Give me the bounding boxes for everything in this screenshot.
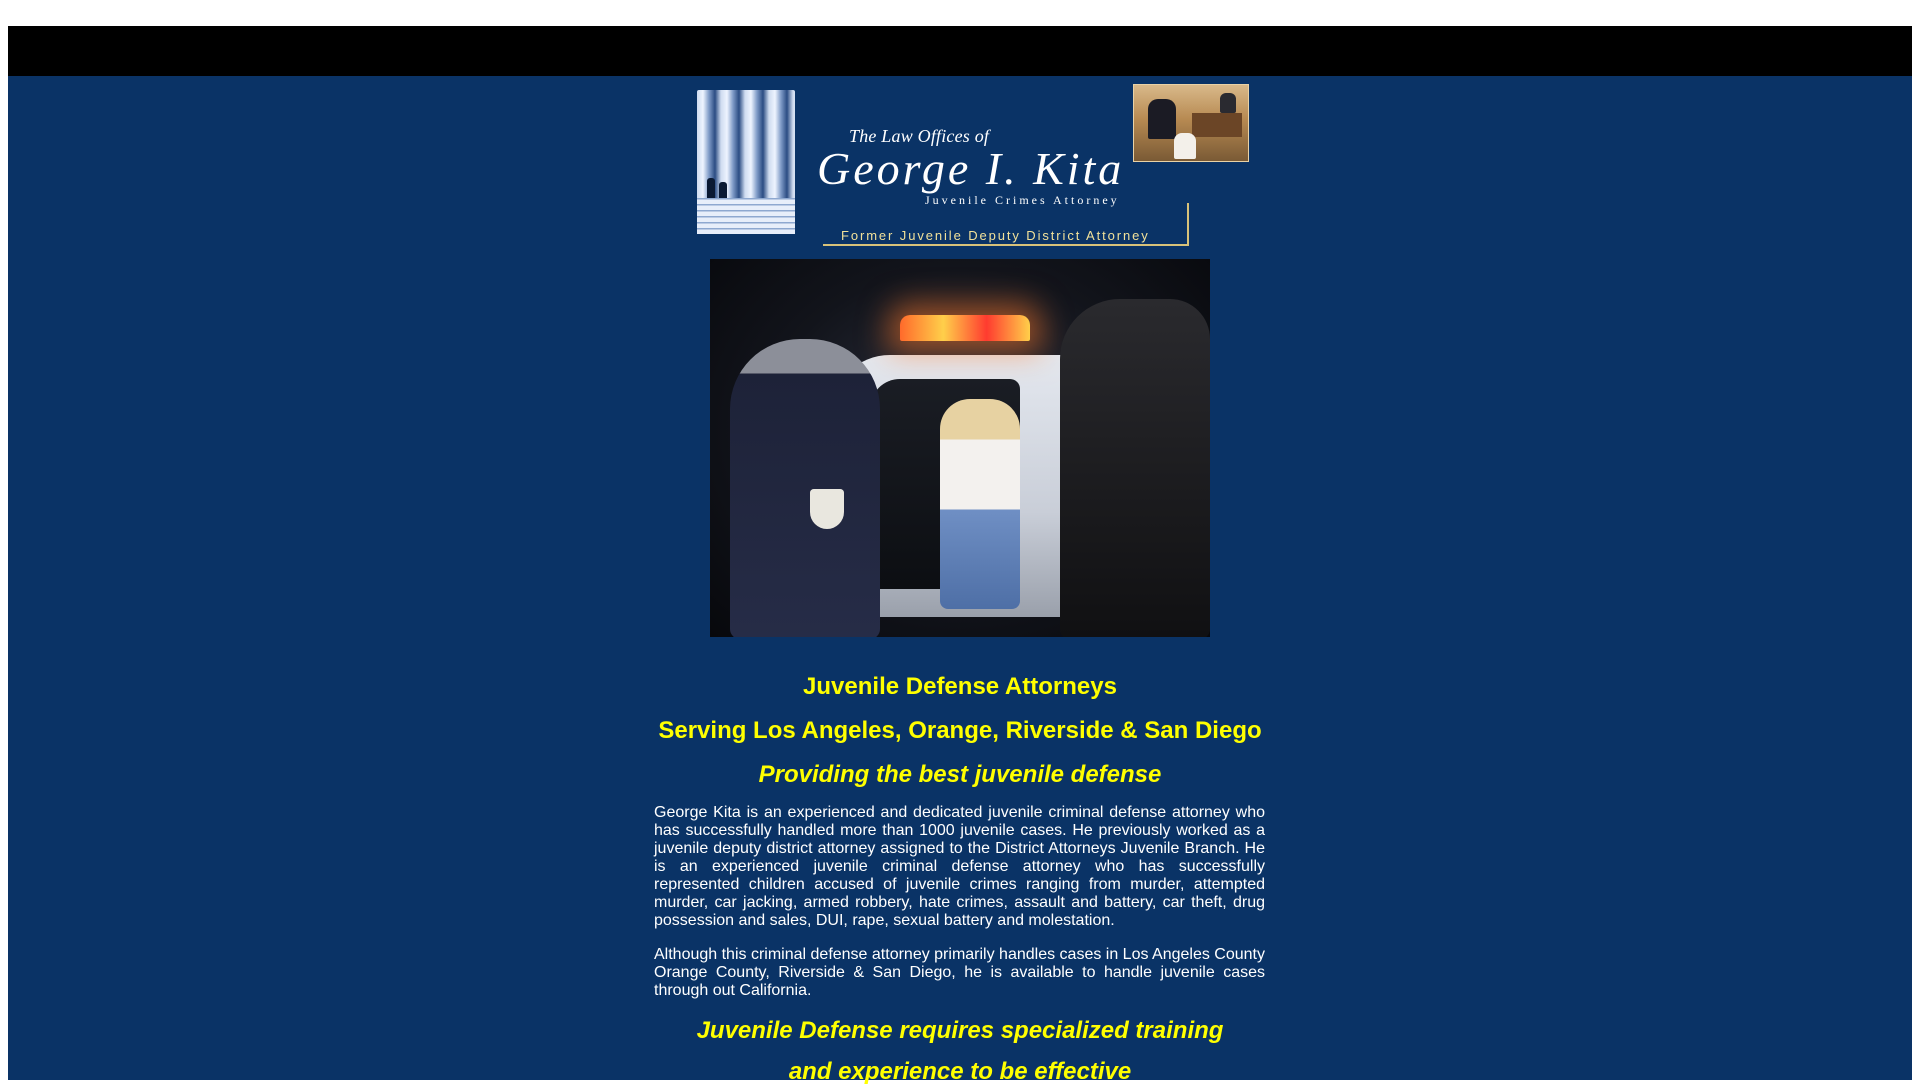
courthouse-steps bbox=[697, 198, 795, 234]
police-lights bbox=[900, 315, 1030, 341]
banner-pre-title: The Law Offices of bbox=[849, 126, 990, 146]
heading-experience: and experience to be effective bbox=[788, 1058, 1132, 1085]
officer-figure-right bbox=[1060, 299, 1210, 637]
shoulder-badge-icon bbox=[810, 489, 844, 529]
courtroom-attorney-figure bbox=[1148, 99, 1176, 139]
banner-tagline: Former Juvenile Deputy District Attorney bbox=[841, 228, 1150, 243]
banner-attorney-name: George I. Kita bbox=[817, 143, 1125, 194]
header-banner[interactable] bbox=[689, 84, 1251, 243]
courtroom-image bbox=[1133, 84, 1249, 162]
banner-subtitle: Juvenile Crimes Attorney bbox=[925, 193, 1120, 207]
officer-figure-left bbox=[730, 339, 880, 637]
heading-juvenile-defense-attorneys: Juvenile Defense Attorneys bbox=[803, 673, 1117, 700]
heading-specialized-training: Juvenile Defense requires specialized training bbox=[696, 1017, 1224, 1044]
courtroom-desk bbox=[1192, 113, 1242, 137]
hero-arrest-photo bbox=[710, 259, 1210, 637]
juvenile-figure bbox=[940, 399, 1020, 609]
heading-service-areas: Serving Los Angeles, Orange, Riverside & San Diego bbox=[658, 717, 1262, 744]
heading-best-defense: Providing the best juvenile defense bbox=[758, 761, 1162, 788]
courtroom-client-figure bbox=[1174, 133, 1196, 159]
silhouette-figure bbox=[707, 178, 715, 200]
coverage-paragraph: Although this criminal defense attorney primarily handles cases in Los Angeles County Orange County, Riverside & San Diego, he is available to handle juvenile cases through out California. bbox=[654, 946, 1265, 999]
courtroom-judge-figure bbox=[1220, 93, 1236, 113]
top-bar bbox=[8, 26, 1912, 76]
courthouse-columns-image bbox=[697, 90, 795, 234]
intro-paragraph: George Kita is an experienced and dedicated juvenile criminal defense attorney who has successfully handled more than 1000 juvenile cases. He previously worked as a juvenile deputy district attorney assigned to the District Attorneys Juvenile Branch. He is an experienced juvenile criminal defense attorney who has successfully represented children accused of juvenile crimes ranging from murder, attempted murder, car jacking, armed robbery, hate crimes, assault and battery, car theft, drug possession and sales, DUI, rape, sexual battery and molestation. bbox=[654, 804, 1265, 929]
